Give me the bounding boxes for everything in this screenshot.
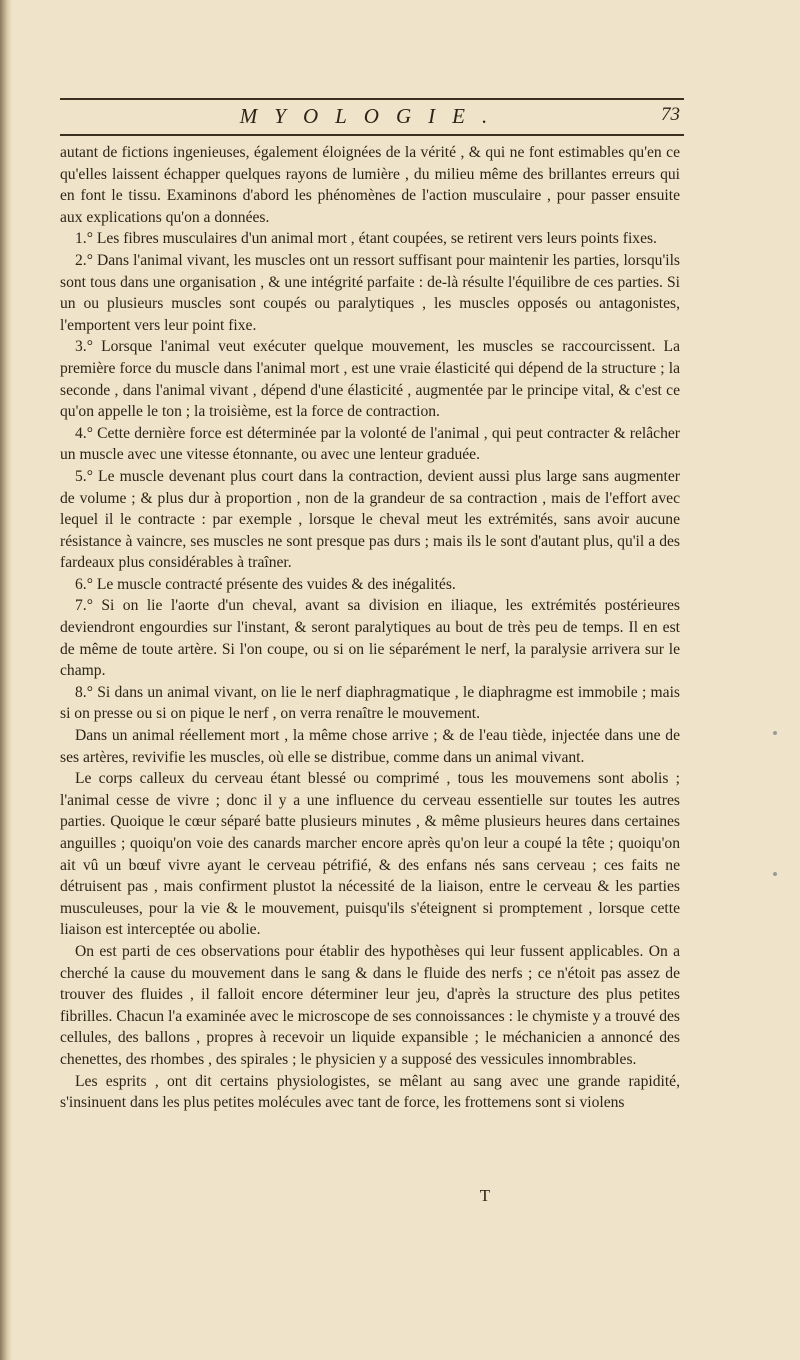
paper-speck (773, 872, 777, 876)
paper-speck (773, 731, 777, 735)
paragraph: autant de fictions ingenieuses, également éloignées de la vérité , & qui ne font estimables qu'en ce qu'elles laissent échapper quelques rayons de lumière , du milieu même des brillantes erreurs qui en font le tissu. Examinons d'abord les phénomènes de l'action musculaire , pour passer ensuite aux explications qu'on a données. (60, 144, 680, 226)
page-binding-edge (0, 0, 12, 1360)
paragraph: Dans un animal réellement mort , la même chose arrive ; & de l'eau tiède, injectée dans une de ses artères, revivifie les muscles, où elle se distribue, comme dans un animal vivant. (60, 727, 680, 766)
paragraph: 8.° Si dans un animal vivant, on lie le nerf diaphragmatique , le diaphragme est immobile ; mais si on presse ou si on pique le nerf , on verra renaître le mouvement. (60, 683, 680, 723)
paragraph: On est parti de ces observations pour établir des hypothèses qui leur fussent applicables. On a cherché la cause du mouvement dans le sang & dans le fluide des nerfs ; ce n'étoit pas assez de trouver des fluides , il falloit encore déterminer leur jeu, d'après la structure des plus petites fibrilles. Chacun l'a examinée avec le microscope de ses connoissances : le chymiste y a trouvé des cellules, des ballons , propres à recevoir un liquide expansible ; le méchanicien a annoncé des chenettes, des rhombes , des spirales ; le physicien y a supposé des vessicules innombrables. (60, 942, 680, 1068)
body-text (60, 142, 680, 1114)
running-head (60, 104, 684, 132)
paragraph: 5.° Le muscle devenant plus court dans la contraction, devient aussi plus large sans augmenter de volume ; & plus dur à proportion , non de la grandeur de sa contraction , mais de l'effort avec lequel il le contracte : par exemple , lorsque le cheval meut les extrémités, sans avoir aucune résistance à vaincre, ses muscles ne sont presque pas durs ; mais ils le sont d'autant plus, qu'il a des fardeaux plus considérables à traîner. (60, 467, 680, 572)
paragraph: 7.° Si on lie l'aorte d'un cheval, avant sa division en iliaque, les extrémités postérieures deviendront engourdies sur l'instant, & seront paralytiques au bout de très peu de temps. Il en est de même de toute artère. Si l'on coupe, ou si on lie séparément le nerf, la paralysie arrivera sur le champ. (60, 597, 680, 680)
paragraph: 2.° Dans l'animal vivant, les muscles ont un ressort suffisant pour maintenir les parties, lorsqu'ils sont tous dans une organisation , & une intégrité parfaite : de-là résulte l'équilibre de ces parties. Si un ou plusieurs muscles sont coupés ou paralytiques , les muscles opposés ou antagonistes, l'emportent vers leur point fixe. (60, 251, 680, 334)
paragraph: 3.° Lorsque l'animal veut exécuter quelque mouvement, les muscles se raccourcissent. La première force du muscle dans l'animal mort , est une vraie élasticité qui dépend de la structure ; la seconde , dans l'animal vivant , dépend d'une élasticité , augmentée par le principe vital, & c'est ce qu'on appelle le ton ; la troisième, est la force de contraction. (60, 338, 680, 421)
running-title: MYOLOGIE. (239, 104, 505, 128)
signature-mark: T (479, 1186, 491, 1205)
page-number: 73 (661, 104, 680, 125)
header-rule-top (60, 98, 684, 100)
paragraph: 4.° Cette dernière force est déterminée par la volonté de l'animal , qui peut contracter & relâcher un muscle avec une vitesse étonnante, ou avec une lenteur graduée. (60, 424, 680, 464)
paragraph: Le corps calleux du cerveau étant blessé ou comprimé , tous les mouvemens sont abolis ; l'animal cesse de vivre ; donc il y a une influence du cerveau essentielle sur toutes les autres parties. Quoique le cœur séparé batte plusieurs minutes , & même plusieurs heures dans certaines anguilles ; quoiqu'on voie des canards marcher encore après qu'on leur a coupé la tête ; quoiqu'on ait vû un bœuf vivre ayant le cerveau pétrifié, & des enfans nés sans cerveau ; ces faits ne détruisent pas , mais confirment plustot la nécessité de la liaison, entre le cerveau & les parties musculeuses, pour la vie & le mouvement, puisqu'ils s'éteignent si promptement , lorsque cette liaison est interceptée ou abolie. (60, 770, 680, 939)
paragraph: Les esprits , ont dit certains physiologistes, se mêlant au sang avec une grande rapidité, s'insinuent dans les plus petites molécules avec tant de force, les frottemens sont si violens (60, 1072, 680, 1112)
paragraph: 1.° Les fibres musculaires d'un animal mort , étant coupées, se retirent vers leurs points fixes. (75, 230, 657, 248)
header-rule-bottom (60, 134, 684, 136)
paragraph: 6.° Le muscle contracté présente des vuides & des inégalités. (75, 575, 456, 593)
